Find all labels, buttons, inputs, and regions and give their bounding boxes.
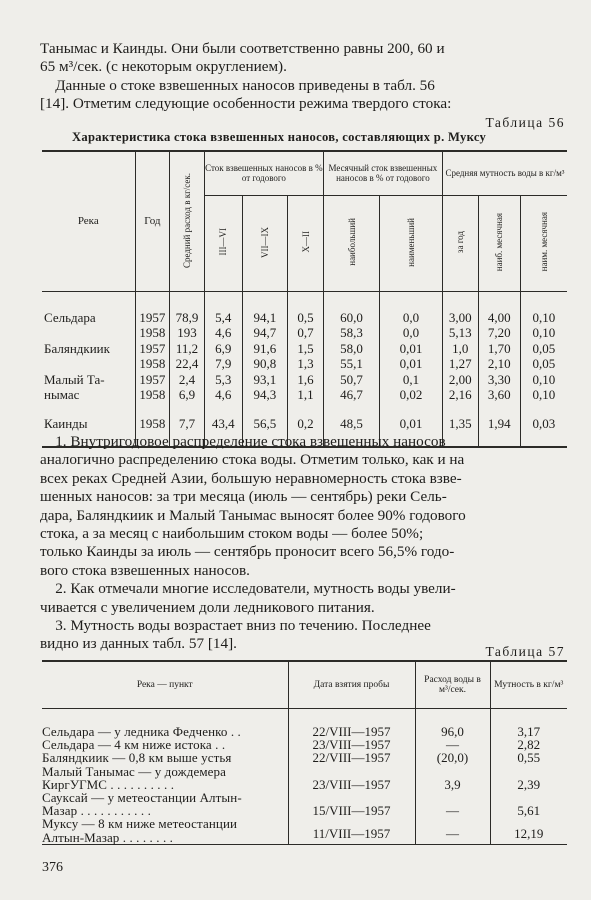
value-cell: 1957 <box>135 341 170 357</box>
text-line: Данные о стоке взвешенных наносов приведены в табл. 56 <box>40 76 435 94</box>
table-row <box>42 291 567 325</box>
value-cell: 0,05 <box>532 340 556 356</box>
text-line: [14]. Отметим следующие особенности режима твердого стока: <box>40 95 452 113</box>
table56-label: Таблица 56 <box>485 115 565 130</box>
value-cell: 2,4 <box>170 372 205 388</box>
value-cell: 1,1 <box>288 387 324 403</box>
value-cell: 4,6 <box>204 387 242 403</box>
place-line: КиргУГМС . . . . . . . . . . <box>42 776 175 792</box>
value-cell: 1957 <box>135 372 170 388</box>
text-line: 3. Мутность воды возрастает вниз по течению. Последнее <box>40 617 431 635</box>
header-year: Год <box>135 151 170 291</box>
river-cell: Малый Та- <box>42 372 135 388</box>
q-cell: (20,0) <box>415 751 490 764</box>
q-cell: — <box>415 738 490 751</box>
value-cell: 0,10 <box>532 371 556 387</box>
table-row <box>42 709 567 739</box>
value-cell: 6,9 <box>204 341 242 357</box>
value-cell: 193 <box>170 325 205 341</box>
table-row <box>42 356 567 372</box>
text-line: вого стока взвешенных наносов. <box>40 561 250 579</box>
river-cell <box>42 325 135 341</box>
value-cell: 0,0 <box>380 325 443 341</box>
value-cell: 1,35 <box>442 403 478 447</box>
header-discharge: Расход воды в м³/сек. <box>415 661 490 709</box>
text-line: всех реках Средней Азии, большую неравномерность стока взве- <box>40 469 462 487</box>
header-mean-discharge: Средний расход в кг/сек. <box>170 151 205 291</box>
place-line: Сельдара — 4 км ниже истока . . <box>42 737 226 753</box>
q-cell: — <box>415 817 490 844</box>
river-cell <box>42 356 135 372</box>
text-line: видно из данных табл. 57 [14]. <box>40 635 237 653</box>
header-river: Река <box>42 151 135 291</box>
table-row <box>42 817 567 844</box>
text-line: 65 м³/сек. (с некоторым округлением). <box>40 58 287 76</box>
header-group-monthly: Месячный сток взвешенных наносов в % от годового <box>323 151 442 195</box>
value-cell: 1958 <box>135 325 170 341</box>
value-cell: 1957 <box>135 291 170 325</box>
value-cell: 0,2 <box>288 403 324 447</box>
place-line: Саукcай — у метеостанции Алтын- <box>42 790 242 806</box>
value-cell: 1,6 <box>288 372 324 388</box>
value-cell: 1958 <box>135 387 170 403</box>
table-row <box>42 751 567 764</box>
value-cell: 5,4 <box>204 291 242 325</box>
value-cell: 1,5 <box>288 341 324 357</box>
table56-body <box>42 291 567 447</box>
date-cell: 15/VIII—1957 <box>288 791 415 817</box>
value-cell: 5,13 <box>442 325 478 341</box>
table-row <box>42 372 567 388</box>
river-cell: Каинды <box>42 403 135 447</box>
value-cell: 4,6 <box>204 325 242 341</box>
date-cell: 23/VIII—1957 <box>288 738 415 751</box>
river-cell: Сельдара <box>42 291 135 325</box>
place-line: Сельдара — у ледника Федченко . . <box>42 724 241 739</box>
value-cell: 11,2 <box>170 341 205 357</box>
value-cell: 55,1 <box>323 356 379 372</box>
place-line: Алтын-Мазар . . . . . . . . <box>42 829 174 845</box>
header-max: наибольший <box>323 195 379 291</box>
header-place: Река — пункт <box>42 661 288 709</box>
value-cell: 1,70 <box>478 341 520 357</box>
value-cell: 1958 <box>135 403 170 447</box>
value-cell: 22,4 <box>170 356 205 372</box>
value-cell: 1,0 <box>442 341 478 357</box>
value-cell: 7,9 <box>204 356 242 372</box>
value-cell: 0,01 <box>380 403 443 447</box>
date-cell: 23/VIII—1957 <box>288 765 415 791</box>
table-row <box>42 791 567 817</box>
body-paragraphs <box>40 433 566 654</box>
value-cell: 2,10 <box>478 356 520 372</box>
value-cell: 93,1 <box>242 372 287 388</box>
value-cell: 0,01 <box>380 356 443 372</box>
value-cell: 0,0 <box>380 291 443 325</box>
text-line: аналогично распределению стока воды. Отметим только, как и на <box>40 451 465 469</box>
value-cell: 3,60 <box>478 387 520 403</box>
text-line: чивается с увеличением доли ледникового питания. <box>40 598 375 616</box>
value-cell: 94,3 <box>242 387 287 403</box>
table-row <box>42 765 567 791</box>
value-cell: 58,3 <box>323 325 379 341</box>
header-per-year: за год <box>442 195 478 291</box>
text-line: только Каинды за июль — сентябрь проносит всего 56,5% годо- <box>40 543 455 561</box>
table-row <box>42 387 567 403</box>
value-cell: 43,4 <box>204 403 242 447</box>
table57-body <box>42 709 567 845</box>
value-cell: 0,05 <box>532 356 556 371</box>
value-cell: 50,7 <box>323 372 379 388</box>
value-cell: 46,7 <box>323 387 379 403</box>
value-cell: 0,7 <box>288 325 324 341</box>
place-line: Баляндкиик — 0,8 км выше устья <box>42 750 232 766</box>
value-cell: 4,00 <box>478 291 520 325</box>
value-cell: 0,10 <box>532 325 556 340</box>
value-cell: 94,7 <box>242 325 287 341</box>
header-date: Дата взятия пробы <box>288 661 415 709</box>
value-cell: 6,9 <box>170 387 205 403</box>
place-cell <box>42 709 288 739</box>
table56 <box>42 150 567 448</box>
header-min: наименьший <box>380 195 443 291</box>
value-cell: 0,03 <box>532 416 556 431</box>
value-cell: 1,27 <box>442 356 478 372</box>
value-cell: 1,94 <box>478 403 520 447</box>
t-cell: 12,19 <box>514 825 544 841</box>
table-row <box>42 341 567 357</box>
value-cell: 0,1 <box>380 372 443 388</box>
date-cell: 22/VIII—1957 <box>288 709 415 739</box>
value-cell: 7,7 <box>170 403 205 447</box>
table56-caption: Характеристика стока взвешенных наносов, составляющих р. Муксу <box>72 130 487 144</box>
header-min-month: наим. месячная <box>538 212 549 272</box>
value-cell: 3,30 <box>478 372 520 388</box>
value-cell: 5,3 <box>204 372 242 388</box>
header-m7-9: VII—IX <box>242 195 287 291</box>
text-line: Танымас и Каинды. Они были соответственно равны 200, 60 и <box>40 40 445 57</box>
place-cell <box>42 751 288 764</box>
table-row <box>42 325 567 341</box>
value-cell: 2,00 <box>442 372 478 388</box>
value-cell: 60,0 <box>323 291 379 325</box>
text-line: 1. Внутригодовое распределение стока взвешенных наносов <box>40 433 446 450</box>
text-line: 2. Как отмечали многие исследователи, мутность воды увели- <box>40 580 456 598</box>
place-cell <box>42 765 288 791</box>
place-line: Малый Танымас — у дождемера <box>42 763 227 779</box>
value-cell: 90,8 <box>242 356 287 372</box>
value-cell: 91,6 <box>242 341 287 357</box>
value-cell: 0,01 <box>380 341 443 357</box>
value-cell: 1958 <box>135 356 170 372</box>
t-cell: 2,82 <box>517 737 541 753</box>
value-cell: 1,3 <box>288 356 324 372</box>
header-m10-2: X—II <box>288 195 324 291</box>
value-cell: 58,0 <box>323 341 379 357</box>
value-cell: 2,16 <box>442 387 478 403</box>
header-group-stock: Сток взвешенных наносов в % от годового <box>204 151 323 195</box>
place-cell <box>42 817 288 844</box>
header-group-turbidity: Средняя мутность воды в кг/м³ <box>442 151 567 195</box>
text-line: стока, а за месяц с наибольшим стоком воды — более 50%; <box>40 525 424 543</box>
table57-label: Таблица 57 <box>485 644 565 659</box>
place-cell <box>42 791 288 817</box>
value-cell: 3,00 <box>442 291 478 325</box>
q-cell: 96,0 <box>415 709 490 739</box>
t-cell: 3,17 <box>517 724 541 739</box>
river-cell: нымас <box>42 387 135 403</box>
intro-paragraph <box>40 40 566 114</box>
table57 <box>42 660 567 845</box>
t-cell: 0,55 <box>517 750 541 766</box>
value-cell: 56,5 <box>242 403 287 447</box>
header-m3-6: III—VI <box>204 195 242 291</box>
place-line: Муксу — 8 км ниже метеостанции <box>42 816 238 832</box>
q-cell: 3,9 <box>415 765 490 791</box>
value-cell: 48,5 <box>323 403 379 447</box>
value-cell: 0,02 <box>380 387 443 403</box>
river-cell: Баляндкиик <box>42 341 135 357</box>
t-cell: 2,39 <box>517 776 541 792</box>
value-cell: 94,1 <box>242 291 287 325</box>
q-cell: — <box>415 791 490 817</box>
value-cell: 0,5 <box>288 291 324 325</box>
value-cell: 78,9 <box>170 291 205 325</box>
t-cell: 5,61 <box>517 803 541 819</box>
place-line: Мазар . . . . . . . . . . . <box>42 803 151 819</box>
value-cell: 0,10 <box>532 309 556 325</box>
text-line: дара, Баляндкиик и Малый Танымас выносят более 90% годового <box>40 506 466 524</box>
value-cell: 7,20 <box>478 325 520 341</box>
header-turbidity: Мутность в кг/м³ <box>494 679 564 690</box>
text-line: шенных наносов: за три месяца (июль — сентябрь) реки Сель- <box>40 488 447 506</box>
page-number: 376 <box>42 860 63 875</box>
date-cell: 22/VIII—1957 <box>288 751 415 764</box>
value-cell: 0,10 <box>532 387 556 402</box>
header-max-month: наиб. месячная <box>478 195 520 291</box>
date-cell: 11/VIII—1957 <box>288 817 415 844</box>
